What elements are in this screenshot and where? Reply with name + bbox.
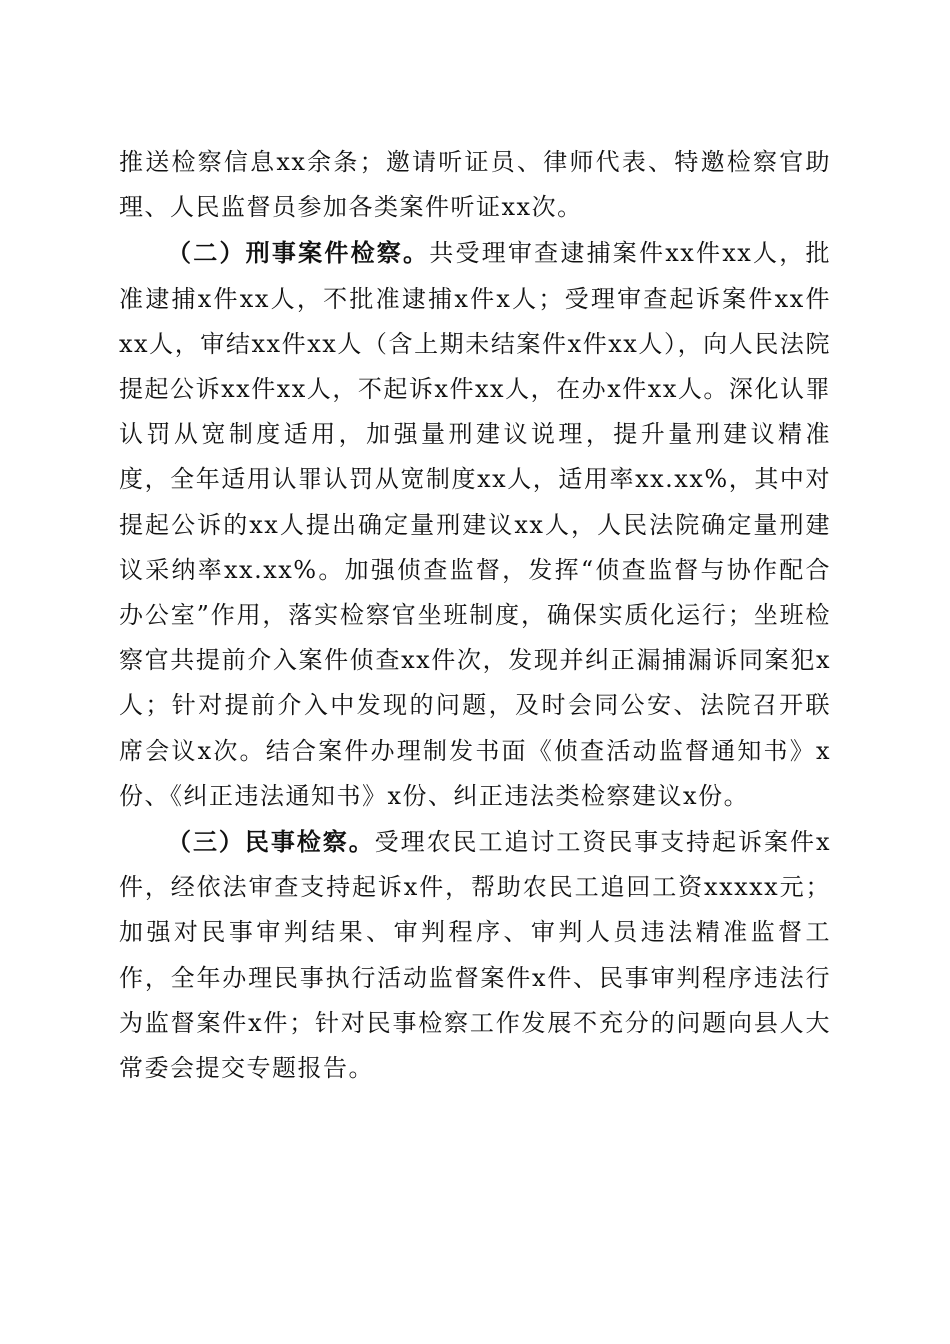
section-criminal-paragraph (119, 230, 831, 819)
document-body (119, 140, 831, 1091)
section-civil-paragraph (119, 819, 831, 1091)
continuation-paragraph: 推送检察信息xx余条；邀请听证员、律师代表、特邀检察官助理、人民监督员参加各类案件听证xx次。 (119, 148, 831, 222)
section-criminal-heading: （二）刑事案件检察。 (167, 238, 430, 268)
section-civil-body: 受理农民工追讨工资民事支持起诉案件x件，经依法审查支持起诉x件，帮助农民工追回工资xxxxx元；加强对民事审判结果、审判程序、审判人员违法精准监督工作，全年办理民事执行活动监督案件x件、民事审判程序违法行为监督案件x件；针对民事检察工作发展不充分的问题向县人大常委会提交专题报告。 (119, 828, 831, 1083)
section-criminal-body: 共受理审查逮捕案件xx件xx人，批准逮捕x件xx人，不批准逮捕x件x人；受理审查起诉案件xx件xx人，审结xx件xx人（含上期未结案件x件xx人），向人民法院提起公诉xx件xx人，不起诉x件xx人，在办x件xx人。深化认罪认罚从宽制度适用，加强量刑建议说理，提升量刑建议精准度，全年适用认罪认罚从宽制度xx人，适用率xx.xx%，其中对提起公诉的xx人提出确定量刑建议xx人，人民法院确定量刑建议采纳率xx.xx%。加强侦查监督，发挥“侦查监督与协作配合办公室”作用，落实检察官坐班制度，确保实质化运行；坐班检察官共提前介入案件侦查xx件次，发现并纠正漏捕漏诉同案犯x人；针对提前介入中发现的问题，及时会同公安、法院召开联席会议x次。结合案件办理制发书面《侦查活动监督通知书》x份、《纠正违法通知书》x份、纠正违法类检察建议x份。 (119, 239, 832, 810)
section-civil-heading: （三）民事检察。 (167, 827, 375, 857)
